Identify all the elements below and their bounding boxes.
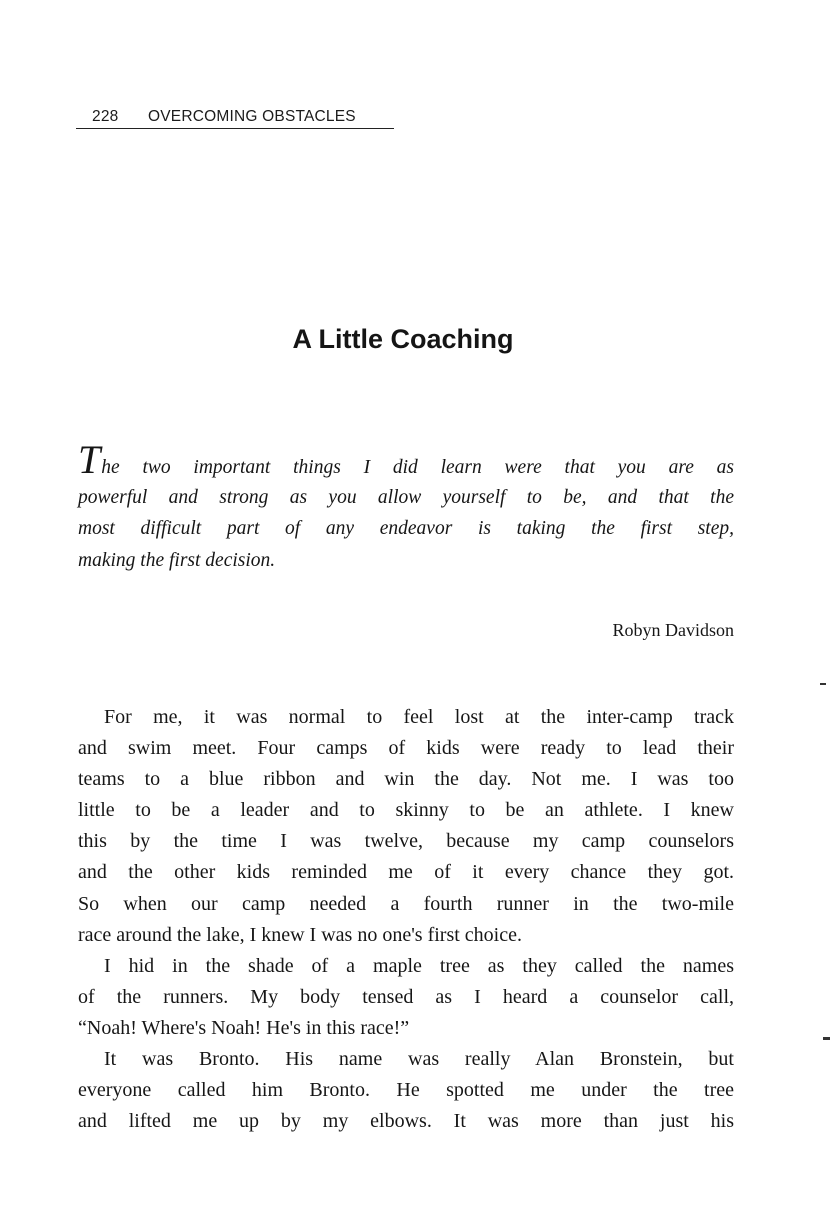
running-header xyxy=(76,106,394,129)
paragraph-line: So when our camp needed a fourth runner in the two-mile xyxy=(78,892,734,915)
paragraph-line: It was Bronto. His name was really Alan Bronstein, but xyxy=(104,1048,734,1071)
scan-mark xyxy=(820,683,826,685)
paragraph-line: this by the time I was twelve, because my camp counselors xyxy=(78,830,734,853)
paragraph-line: “Noah! Where's Noah! He's in this race!” xyxy=(78,1016,410,1039)
paragraph-line: For me, it was normal to feel lost at the inter-camp track xyxy=(104,706,734,728)
epigraph-line: The two important things I did learn were that you are as xyxy=(78,437,734,482)
epigraph xyxy=(78,437,734,576)
epigraph-line: making the first decision. xyxy=(78,549,276,571)
page-number: 228 xyxy=(92,108,119,125)
epigraph-line: most difficult part of any endeavor is taking the first step, xyxy=(78,518,734,539)
scan-mark xyxy=(823,1037,830,1040)
paragraph-line: everyone called him Bronto. He spotted me under the tree xyxy=(78,1079,734,1102)
paragraph-line: race around the lake, I knew I was no one's first choice. xyxy=(78,923,522,946)
running-title: OVERCOMING OBSTACLES xyxy=(148,108,356,125)
paragraph-line: and lifted me up by my elbows. It was more than just his xyxy=(78,1110,734,1133)
paragraph-line: I hid in the shade of a maple tree as they called the names xyxy=(104,954,734,977)
drop-cap: T xyxy=(78,437,101,482)
epigraph-line: powerful and strong as you allow yourself to be, and that the xyxy=(78,486,734,508)
paragraph-line: and the other kids reminded me of it every chance they got. xyxy=(78,861,734,884)
paragraph-line: little to be a leader and to skinny to be an athlete. I knew xyxy=(78,799,734,822)
chapter-title: A Little Coaching xyxy=(292,324,514,354)
body-text xyxy=(78,702,734,1137)
paragraph-line: teams to a blue ribbon and win the day. Not me. I was too xyxy=(78,768,734,791)
paragraph-line: of the runners. My body tensed as I heard a counselor call, xyxy=(78,985,734,1008)
epigraph-attribution: Robyn Davidson xyxy=(612,620,734,640)
paragraph-line: and swim meet. Four camps of kids were ready to lead their xyxy=(78,737,734,760)
